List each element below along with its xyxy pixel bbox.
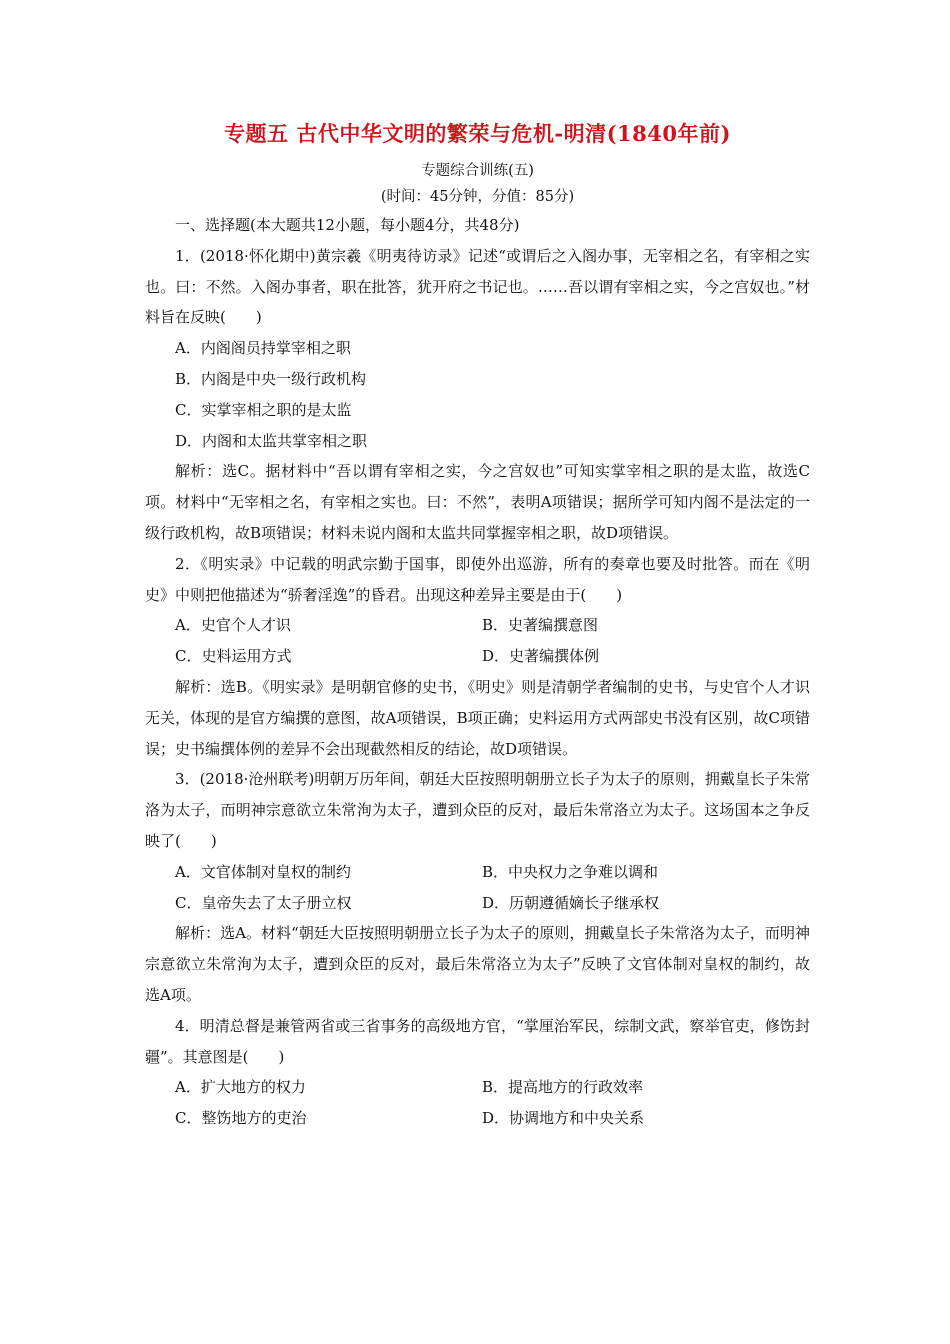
question-stem: 3．(2018·沧州联考)明朝万历年间，朝廷大臣按照明朝册立长子为太子的原则，拥戴皇长子朱常洛为太子，而明神宗意欲立朱常洵为太子，遭到众臣的反对，最后朱常洛立为太子。这场国本之争反映了( ) xyxy=(145,770,810,850)
question-stem: 2．《明实录》中记载的明武宗勤于国事，即使外出巡游，所有的奏章也要及时批答。而在《明史》中则把他描述为“骄奢淫逸”的昏君。出现这种差异主要是由于( ) xyxy=(145,554,810,604)
question-3 xyxy=(145,764,810,1010)
option-a: A．内阁阁员持掌宰相之职 xyxy=(175,339,351,358)
option-d: D．内阁和太监共掌宰相之职 xyxy=(175,431,368,450)
question-1 xyxy=(145,241,810,549)
option-b: B．中央权力之争难以调和 xyxy=(482,862,659,881)
document-subtitle: 专题综合训练(五) xyxy=(421,163,534,179)
question-analysis: 解析：选C。据材料中“吾以谓有宰相之实，今之宫奴也”可知实掌宰相之职的是太监，故选C项。材料中“无宰相之名，有宰相之实也。曰：不然”，表明A项错误；据所学可知内阁不是法定的一级行政机构，故B项错误；材料未说内阁和太监共同掌握宰相之职，故D项错误。 xyxy=(145,462,810,542)
options-row xyxy=(145,1103,810,1134)
time-score-info: (时间：45分钟，分值：85分) xyxy=(380,189,575,205)
option-d: D．历朝遵循嫡长子继承权 xyxy=(482,893,660,912)
question-analysis: 解析：选B。《明实录》是明朝官修的史书，《明史》则是清朝学者编制的史书，与史官个人才识无关，体现的是官方编撰的意图，故A项错误，B项正确；史料运用方式两部史书没有区别，故C项错误；史书编撰体例的差异不会出现截然相反的结论，故D项错误。 xyxy=(145,677,810,758)
option-a: A．扩大地方的权力 xyxy=(175,1078,306,1097)
question-stem: 4．明清总督是兼管两省或三省事务的高级地方官，“掌厘治军民，综制文武，察举官吏，修饬封疆”。其意图是( ) xyxy=(145,1016,810,1066)
option-b: B．内阁是中央一级行政机构 xyxy=(175,369,367,388)
option-c: C．整饬地方的吏治 xyxy=(175,1109,307,1128)
document-title: 专题五 古代中华文明的繁荣与危机-明清(1840年前) xyxy=(224,121,731,146)
options-row xyxy=(145,610,810,641)
option-b: B．史著编撰意图 xyxy=(482,616,599,635)
question-analysis: 解析：选A。材料“朝廷大臣按照明朝册立长子为太子的原则，拥戴皇长子朱常洛为太子，而明神宗意欲立朱常洵为太子，遭到众臣的反对，最后朱常洛立为太子”反映了文官体制对皇权的制约，故选A项。 xyxy=(145,924,810,1004)
options-row xyxy=(145,1072,810,1103)
document-page xyxy=(145,118,810,1134)
options-row xyxy=(145,641,810,672)
option-d: D．史著编撰体例 xyxy=(482,647,600,666)
option-b: B．提高地方的行政效率 xyxy=(482,1078,644,1097)
option-c: C．史料运用方式 xyxy=(175,647,292,666)
section-heading: 一、选择题(本大题共12小题，每小题4分，共48分) xyxy=(175,216,520,234)
options-row xyxy=(145,857,810,888)
option-d: D．协调地方和中央关系 xyxy=(482,1109,645,1128)
option-c: C．皇帝失去了太子册立权 xyxy=(175,893,352,912)
option-c: C．实掌宰相之职的是太监 xyxy=(175,400,352,419)
question-4 xyxy=(145,1011,810,1134)
option-a: A．文官体制对皇权的制约 xyxy=(175,862,351,881)
question-stem: 1．(2018·怀化期中)黄宗羲《明夷待访录》记述“或谓后之入阁办事，无宰相之名，有宰相之实也。曰：不然。入阁办事者，职在批答，犹开府之书记也。……吾以谓有宰相之实，今之宫奴也。”材料旨在反映( ) xyxy=(145,246,810,327)
question-2 xyxy=(145,549,810,765)
option-a: A．史官个人才识 xyxy=(175,616,291,635)
options-row xyxy=(145,888,810,919)
